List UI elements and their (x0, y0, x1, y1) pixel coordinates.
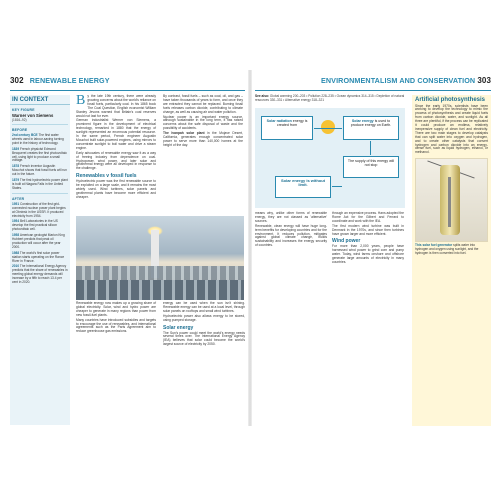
body-paragraph: By contrast, fossil fuels – such as coal, oil, and gas – have taken thousands of years to form, and once they are extracted they cannot be replaced. Burning fossil fuels releases carbon dioxide, contributing to climate change, as well as causing air and water pollution. (163, 94, 243, 114)
timeline-entry (12, 134, 68, 146)
body-paragraph: Nuclear power is an important energy source, although sustainable in the long term, it has raised concerns about the safe disposal of waste and the possibility of accidents. (163, 114, 243, 131)
heliostat-field-front (76, 280, 244, 300)
timeline-text: The world's first solar power station starts operating on the Rance River in France. (12, 250, 65, 263)
diagram-text: The supply of this energy will not stop (347, 159, 395, 168)
body-paragraph: Renewable energy now makes up a growing share of global electricity. Solar, wind and hydro power are cheaper to generate in many regions than power from new fossil-fuel plants. (76, 301, 156, 317)
diagram-box-supply (343, 156, 399, 178)
timeline-year: 1988 (12, 250, 20, 255)
timeline-year: 1958 (12, 233, 20, 238)
timeline-entry (12, 165, 68, 177)
sidebar-caption (415, 244, 488, 255)
diagram-box-solar-radiation (261, 116, 313, 140)
body-paragraph: German industrialist Werner von Siemens, a prominent figure in the development of electrical technology, remarked in 1880 that the energy of sunlight represented an enormous potential resource. In the same period, French engineer Augustin Mouchot built solar-powered engines, using mirrors to concentrate sunlight to boil water and drive a steam engine. (76, 118, 156, 150)
divider (12, 124, 68, 125)
see-also (255, 95, 405, 103)
timeline-entry (12, 220, 68, 232)
diagram-box-conclusion (275, 176, 331, 198)
timeline-year: 1951 (12, 201, 20, 206)
timeline-year: 1879 (12, 178, 20, 183)
subheading-renewables: Renewables v fossil fuels (76, 173, 137, 180)
photo-caption-label: The Ivanpah solar plant (163, 131, 205, 136)
body-paragraph (76, 95, 156, 118)
body-column-6 (332, 212, 404, 426)
diagram-text: energy is created from (276, 119, 308, 128)
body-paragraph: Hydroelectric power was the first renewable source to be exploited on a large scale, and it remains the most widely used. Wind turbines, solar panels and geothermal plants have become more efficient and cheaper. (76, 179, 156, 199)
in-context-panel (10, 95, 70, 425)
timeline-entry (12, 148, 68, 164)
right-page-header (255, 76, 491, 90)
arrow-icon (314, 128, 342, 129)
timeline-text: Construction of the first grid-connected nuclear power plant begins at Obninsk in the USSR. It produced electricity from 1954. (12, 201, 66, 218)
sidebar-caption-label: This solar fuel generator (415, 243, 453, 248)
divider (12, 193, 68, 194)
timeline-entry (12, 234, 68, 250)
left-page-header (10, 76, 245, 90)
diagram-bold: Solar energy (351, 119, 374, 123)
artificial-photosynthesis-sidebar (412, 95, 491, 426)
body-paragraph: Hydroelectric power also allows energy to be stored, using pumped storage. (163, 313, 245, 322)
body-column-4 (163, 302, 245, 426)
key-figure-name: Warner von Siemens (12, 113, 54, 118)
body-paragraph: Many countries have introduced subsidies and targets to encourage the use of renewables, and international agreements such as the Paris Agreement aim to reduce greenhouse gas emissions. (76, 317, 156, 334)
diagram-text: is used to produce energy on Earth. (350, 119, 392, 128)
sidebar-text: Since the early 1970s, scientists have been working to develop the technology to mimic the process of photosynthesis and create liquid fuels from carbon dioxide, water, and sunlight. As all three are plentiful, if the process can be replicated it could produce an endless, relatively inexpensive supply of clean fuel and electricity. There are two main stages to develop catalysts that can split water into oxygen and hydrogen, and to create other catalysts that convert hydrogen and carbon dioxide into an energy-dense fuel, such as liquid hydrogen, ethanol, or methanol. (415, 103, 488, 155)
timeline-entry (12, 203, 68, 219)
body-paragraph: The first modern wind turbine was built in Denmark in the 1970s, and since then turbines have grown larger and more efficient. (332, 223, 404, 236)
timeline-entry (12, 179, 68, 191)
body-column-5 (255, 212, 327, 426)
key-figure-label: KEY FIGURE (12, 108, 35, 112)
sidebar-title: Artificial photosynthesis (415, 97, 486, 103)
right-header-rule (255, 90, 491, 91)
timeline-year: 1839 (12, 146, 20, 151)
diagram-bold: Solar energy is without limit. (280, 178, 325, 188)
body-paragraph: means why, unlike other forms of renewable energy, they are not classed as 'alternative' sources. (255, 211, 327, 223)
timeline-text: The first water wheels used in labour-saving turning point in the history of technology. (12, 133, 64, 145)
body-paragraph: Renewable, clean energy will have huge long-term benefits for developing countries and for the environment. It reduces pollution, mitigates against global climate change, builds sustainability and increases the energy security of countries. (255, 223, 327, 248)
left-header-rule (10, 90, 245, 91)
body-paragraph: Early advocates of renewable energy saw it as a way of freeing industry from dependence on coal. Hydropower, wind power, and later solar and geothermal energy were all developed in response to the challenge. (76, 150, 156, 171)
timeline-year: 2nd century BCE (12, 133, 38, 137)
timeline-text: Bell Laboratories in the US develop the first practical silicon photovoltaic cell. (12, 219, 58, 232)
photo-caption-text: in the Mojave Desert, California, generates enough concentrated solar power to serve more than 140,000 homes at the height of the day. (163, 131, 243, 147)
arrow-icon (370, 141, 371, 155)
timeline-entry (12, 265, 68, 285)
timeline-year: 2010 (12, 264, 20, 269)
left-page-title: RENEWABLE ENERGY (29, 76, 110, 85)
after-label: AFTER (12, 196, 25, 201)
in-context-title: IN CONTEXT (10, 95, 70, 105)
see-also-label: See also: (255, 94, 269, 98)
key-figure-dates: (1816–92) (12, 118, 27, 122)
subheading-wind: Wind power (332, 238, 361, 245)
body-column-2 (163, 95, 243, 215)
diagram-box-solar-energy (343, 116, 399, 140)
body-column-3 (76, 302, 156, 426)
subheading-solar: Solar energy (163, 324, 194, 331)
book-spine (248, 70, 252, 426)
timeline-year: 1878 (12, 164, 20, 169)
solar-fuel-generator-image (415, 158, 488, 242)
left-page-number: 302 (10, 76, 24, 85)
sidebar-caption-text: splits water into hydrogen and oxygen using sunlight, and the hydrogen is then converted into fuel. (415, 243, 479, 255)
right-page-title: ENVIRONMENTALISM AND CONSERVATION (320, 76, 476, 85)
generator-rod (448, 177, 451, 227)
body-paragraph: energy can be used when the sun isn't shining. Renewable energy can be used at a local level, through solar panels on rooftops and small wind turbines. (163, 301, 245, 313)
timeline-text: American geologist Marion King Hubbert predicts that peak oil production will occur after the year 2000. (12, 233, 65, 249)
see-also-links[interactable]: Global warming 200–203 • Pollution 228–235 • Ocean dynamics 314–315 • Depletion of natural resources 330–331 • Alternative energy 318–321 (255, 94, 405, 102)
body-paragraph: through an expensive process. Hans adopted the Rome Act for the Gilbert and Ferrard to coordinate and work with the IEA. (332, 211, 404, 223)
diagram-bold: Solar radiation (266, 119, 292, 123)
photo-caption (163, 132, 243, 148)
timeline-text: French physicist Edmond Becquerel creates the first photovoltaic cell, using light to produce a small voltage. (12, 146, 67, 163)
sun-icon (321, 120, 335, 134)
right-page-number: 303 (477, 76, 491, 85)
before-label: BEFORE (12, 128, 28, 132)
body-paragraph: The Sun's power could meet the world's energy needs several times over. The International Energy Agency (IEA) believes that solar could become the world's largest source of electricity by 2050. (163, 330, 245, 347)
timeline-year: 1954 (12, 219, 20, 224)
arrow-icon (332, 186, 342, 187)
solar-plant-photo (76, 216, 244, 300)
solar-energy-diagram (255, 108, 405, 208)
timeline-text: The International Energy Agency predicts that the share of renewables in meeting global energy demands will increase by a fifth to reach 13.4 per cent in 2020. (12, 264, 68, 285)
paragraph-text: y the late 19th century, there were already growing concerns about the world's reliance on fossil fuels, particularly coal. In his 1865 book The Coal Question, English economist William Stanley Jevons warned that Britain's coal reserves would not last for ever. (76, 94, 156, 118)
timeline-text: French inventor Augustin Mouchot shows that fossil fuels will run out in the future. (12, 164, 67, 177)
body-paragraph: For more than 2,000 years, people have harnessed wind power to grind corn and pump water. Today, wind farms onshore and offshore generate large amounts of electricity in many countries. (332, 244, 404, 265)
timeline-entry (12, 252, 68, 264)
drop-cap: B (76, 93, 86, 108)
timeline-text: The first hydroelectric power plant is built at Niagara Falls in the United States. (12, 178, 68, 190)
